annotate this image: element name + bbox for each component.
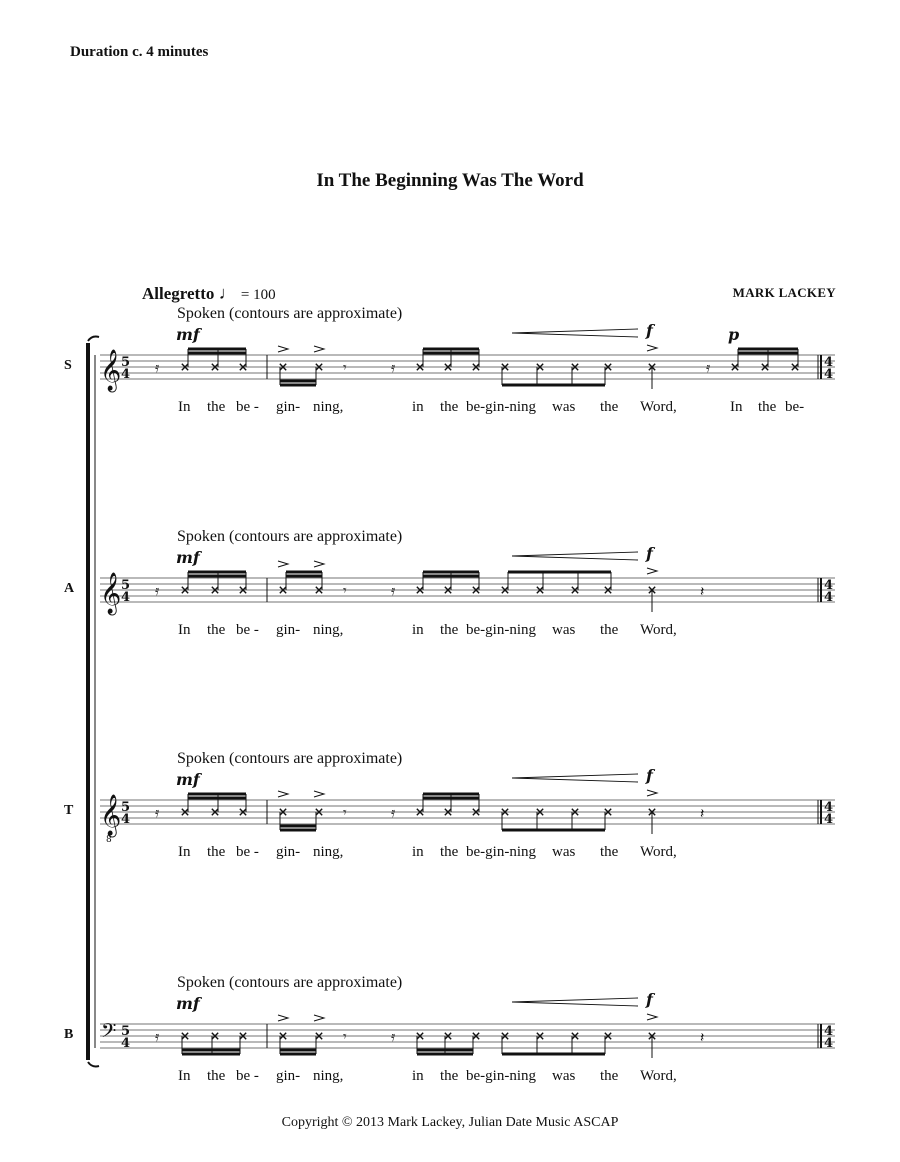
time-signature-top: 4 — [824, 578, 834, 593]
accent-mark — [278, 561, 288, 567]
lyric-syllable: be-gin-ning — [466, 622, 536, 638]
time-signature-top: 5 — [121, 800, 131, 815]
lyric-syllable: gin- — [276, 622, 301, 638]
time-signature-top: 5 — [121, 355, 131, 370]
accent-mark — [278, 346, 288, 352]
lyric-syllable: In — [178, 399, 191, 415]
dynamic-mf: mf — [176, 548, 200, 567]
time-signature-bottom: 4 — [121, 812, 131, 827]
sixteenth-rest-icon: 𝄿 — [391, 360, 396, 376]
lyric-syllable: in — [412, 622, 424, 638]
lyric-syllable: Word, — [640, 1068, 677, 1084]
time-signature-bottom: 4 — [824, 812, 834, 827]
lyric-syllable: gin- — [276, 399, 301, 415]
sixteenth-rest-icon: 𝄿 — [391, 1029, 396, 1045]
lyric-syllable: in — [412, 1068, 424, 1084]
accent-mark — [314, 791, 324, 797]
time-signature-bottom: 4 — [121, 590, 131, 605]
quarter-rest-icon: 𝄽 — [700, 806, 705, 822]
lyric-syllable: the — [600, 622, 619, 638]
time-signature-top: 5 — [121, 1024, 131, 1039]
crescendo-hairpin — [512, 998, 638, 1006]
time-signature-bottom: 4 — [824, 367, 834, 382]
crescendo-hairpin — [512, 329, 638, 337]
bracket-top-hook — [88, 337, 99, 342]
lyric-syllable: ning, — [313, 399, 344, 415]
lyric-syllable: the — [440, 622, 459, 638]
accent-mark — [278, 791, 288, 797]
voice-label-b: B — [64, 1027, 74, 1042]
lyric-syllable: be-gin-ning — [466, 1068, 536, 1084]
copyright-notice: Copyright © 2013 Mark Lackey, Julian Date Music ASCAP — [281, 1115, 619, 1130]
duration-note: Duration c. 4 minutes — [70, 44, 209, 60]
accent-mark — [314, 561, 324, 567]
lyric-syllable: the — [440, 1068, 459, 1084]
lyric-syllable: the — [207, 1068, 226, 1084]
quarter-rest-icon: 𝄽 — [700, 584, 705, 600]
time-signature-top: 4 — [824, 355, 834, 370]
lyric-syllable: be - — [236, 1068, 259, 1084]
lyric-syllable: In — [730, 399, 743, 415]
accent-mark — [647, 1014, 657, 1020]
spoken-direction: Spoken (contours are approximate) — [177, 974, 403, 991]
eighth-rest-icon: 𝄾 — [343, 1029, 347, 1045]
time-signature-bottom: 4 — [824, 590, 834, 605]
lyric-syllable: be-gin-ning — [466, 844, 536, 860]
lyric-syllable: the — [207, 844, 226, 860]
eighth-rest-icon: 𝄾 — [343, 805, 347, 821]
lyric-syllable: Word, — [640, 844, 677, 860]
lyric-syllable: the — [758, 399, 777, 415]
lyric-syllable: In — [178, 1068, 191, 1084]
piece-title: In The Beginning Was The Word — [316, 170, 584, 191]
lyric-syllable: in — [412, 399, 424, 415]
lyric-syllable: the — [207, 399, 226, 415]
lyric-syllable: was — [552, 399, 576, 415]
dynamic-f: f — [646, 544, 653, 563]
time-signature-top: 4 — [824, 800, 834, 815]
lyric-syllable: the — [440, 844, 459, 860]
lyric-syllable: Word, — [640, 622, 677, 638]
octave-marking: 8 — [106, 835, 112, 845]
sixteenth-rest-icon: 𝄿 — [155, 805, 160, 821]
accent-mark — [647, 345, 657, 351]
crescendo-hairpin — [512, 774, 638, 782]
voice-label-s: S — [64, 358, 72, 373]
sixteenth-rest-icon: 𝄿 — [391, 805, 396, 821]
lyric-syllable: ning, — [313, 1068, 344, 1084]
spoken-direction: Spoken (contours are approximate) — [177, 305, 403, 322]
lyric-syllable: the — [600, 844, 619, 860]
quarter-note-icon: ♩ — [218, 283, 237, 303]
time-signature-top: 4 — [824, 1024, 834, 1039]
voice-label-a: A — [64, 581, 75, 596]
sixteenth-rest-icon: 𝄿 — [391, 583, 396, 599]
eighth-rest-icon: 𝄾 — [343, 583, 347, 599]
eighth-rest-icon: 𝄾 — [343, 360, 347, 376]
tempo-word: Allegretto — [142, 284, 215, 303]
treble-clef-icon: 𝄞 — [100, 350, 122, 391]
sixteenth-rest-icon: 𝄿 — [155, 583, 160, 599]
lyric-syllable: in — [412, 844, 424, 860]
dynamic-mf: mf — [176, 325, 200, 344]
tempo-value: = 100 — [240, 287, 276, 303]
time-signature-bottom: 4 — [121, 1036, 131, 1051]
lyric-syllable: was — [552, 1068, 576, 1084]
treble-clef-icon: 𝄞 — [100, 573, 122, 614]
accent-mark — [278, 1015, 288, 1021]
lyric-syllable: be - — [236, 399, 259, 415]
treble-clef-icon: 𝄞 — [100, 795, 122, 836]
dynamic-p: p — [728, 325, 740, 344]
sixteenth-rest-icon: 𝄿 — [706, 360, 711, 376]
time-signature-bottom: 4 — [824, 1036, 834, 1051]
spoken-direction: Spoken (contours are approximate) — [177, 528, 403, 545]
bass-clef-icon: 𝄢 — [101, 1019, 117, 1047]
lyric-syllable: Word, — [640, 399, 677, 415]
lyric-syllable: was — [552, 622, 576, 638]
accent-mark — [314, 1015, 324, 1021]
dynamic-mf: mf — [176, 770, 200, 789]
lyric-syllable: the — [207, 622, 226, 638]
accent-mark — [314, 346, 324, 352]
dynamic-f: f — [646, 321, 653, 340]
dynamic-mf: mf — [176, 994, 200, 1013]
sixteenth-rest-icon: 𝄿 — [155, 360, 160, 376]
lyric-syllable: In — [178, 622, 191, 638]
lyric-syllable: be- — [785, 399, 805, 415]
sixteenth-rest-icon: 𝄿 — [155, 1029, 160, 1045]
quarter-rest-icon: 𝄽 — [700, 1030, 705, 1046]
lyric-syllable: ning, — [313, 622, 344, 638]
lyric-syllable: In — [178, 844, 191, 860]
bracket-bottom-hook — [88, 1062, 99, 1067]
lyric-syllable: be-gin-ning — [466, 399, 536, 415]
dynamic-f: f — [646, 766, 653, 785]
lyric-syllable: was — [552, 844, 576, 860]
lyric-syllable: gin- — [276, 844, 301, 860]
composer-name: MARK LACKEY — [732, 285, 836, 300]
spoken-direction: Spoken (contours are approximate) — [177, 750, 403, 767]
dynamic-f: f — [646, 990, 653, 1009]
time-signature-top: 5 — [121, 578, 131, 593]
lyric-syllable: gin- — [276, 1068, 301, 1084]
accent-mark — [647, 568, 657, 574]
lyric-syllable: the — [600, 1068, 619, 1084]
lyric-syllable: be - — [236, 622, 259, 638]
lyric-syllable: be - — [236, 844, 259, 860]
crescendo-hairpin — [512, 552, 638, 560]
voice-label-t: T — [64, 803, 74, 818]
lyric-syllable: ning, — [313, 844, 344, 860]
accent-mark — [647, 790, 657, 796]
lyric-syllable: the — [440, 399, 459, 415]
lyric-syllable: the — [600, 399, 619, 415]
time-signature-bottom: 4 — [121, 367, 131, 382]
